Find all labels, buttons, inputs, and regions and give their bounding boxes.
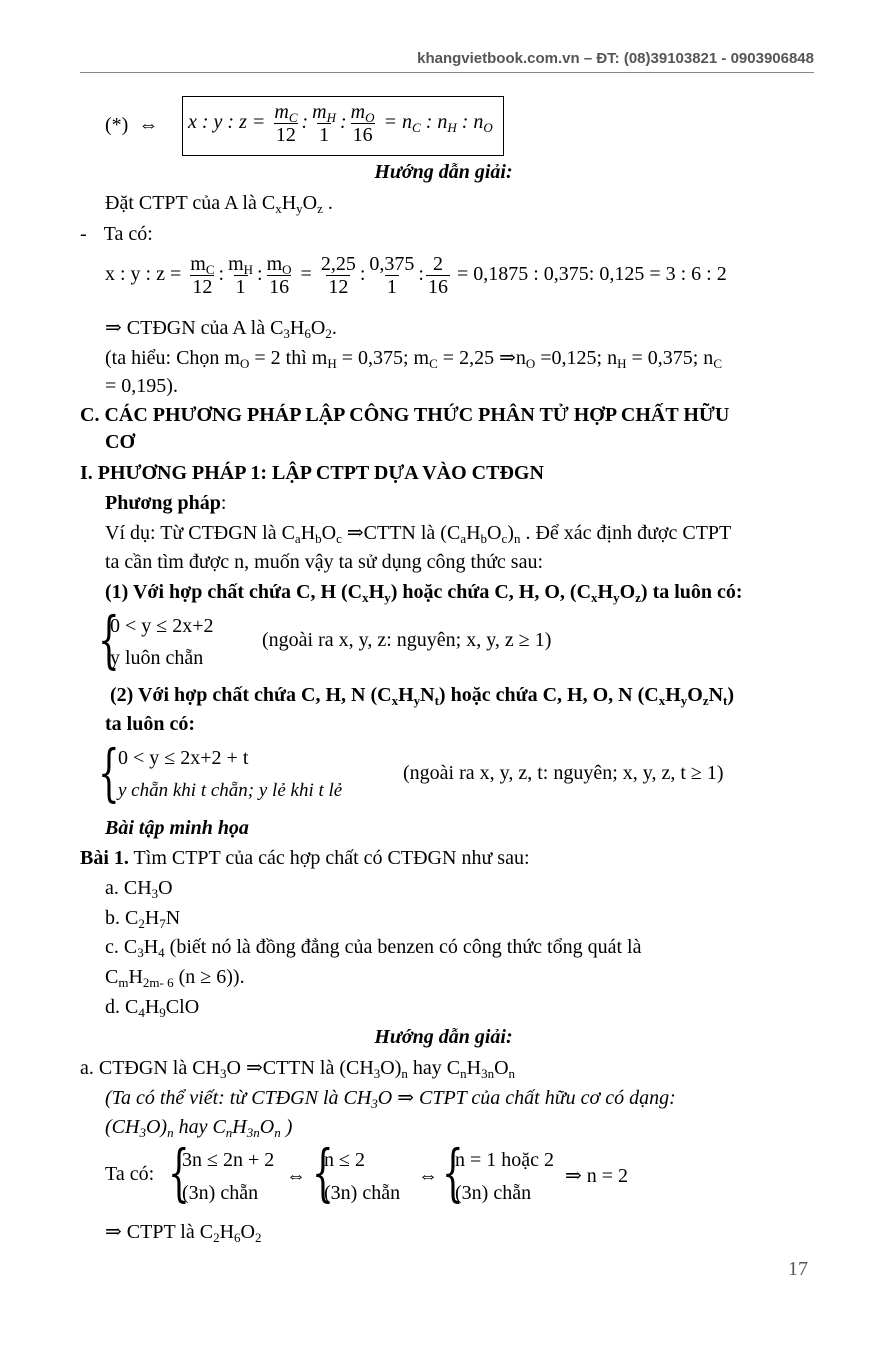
sys3-a1: 3n ≤ 2n + 2 xyxy=(182,1149,275,1171)
section-c-title-cont: CƠ xyxy=(105,431,135,453)
item-b: b. $C_2H_7N$ xyxy=(105,907,181,931)
brace-icon: { xyxy=(312,1136,334,1209)
equiv-arrow: ⇔ xyxy=(418,1165,438,1187)
section-c-title: C. CÁC PHƯƠNG PHÁP LẬP CÔNG THỨC PHÂN TỬ HỢP CHẤT HỮU xyxy=(80,404,730,426)
para-ctpt-a: Đặt CTPT của A là $C_xH_yO_z$ . xyxy=(105,192,333,216)
ratio-equation: x : y : z = $\frac{m_C}{12}$ : $\frac{m_H}{1}$ : $\frac{m_O}{16}$ = $\frac{2,25}{12}$ : $\frac{0,375}{1}$ : $\frac{2}{16}$ = 0,1875 : 0,375: 0,125 = 3 : 6 : 2 xyxy=(105,253,727,298)
rule-2: (2) Với hợp chất chứa C, H, N $(C_xH_yN_t)$ hoặc chứa C, H, O, N $(C_xH_yO_zN_t)$ xyxy=(110,684,735,708)
method-label: Phương pháp: xyxy=(105,492,227,514)
exercises-heading: Bài tập minh họa xyxy=(105,817,249,839)
header-rule xyxy=(80,72,814,73)
section-i-title: I. PHƯƠNG PHÁP 1: LẬP CTPT DỰA VÀO CTĐGN xyxy=(80,462,544,484)
sys3-a2: (3n) chẵn xyxy=(182,1182,259,1204)
brace-icon: { xyxy=(98,736,120,809)
note-line-2: = 0,195). xyxy=(105,375,178,397)
page-header: khangvietbook.com.vn – ĐT: (08)39103821 - 0903906848 xyxy=(417,50,814,67)
boxed-formula: x : y : z = $\frac{m_C}{12}$ : $\frac{m_H}{1}$ : $\frac{m_O}{16}$ = $n_C$ : $n_H$ : $n_O$ xyxy=(188,101,493,146)
system-1-line-1: 0 < y ≤ 2x+2 xyxy=(110,615,214,637)
solution-heading-1: Hướng dẫn giải: xyxy=(374,161,513,183)
brace-icon: { xyxy=(98,603,120,676)
result-ctdgn: ⇒ CTĐGN của A là $C_3H_6O_2$. xyxy=(105,317,337,341)
rule-2-cont: ta luôn có: xyxy=(105,713,195,735)
brace-icon: { xyxy=(442,1136,464,1209)
sys3-b2: (3n) chẵn xyxy=(324,1182,401,1204)
system-1-note: (ngoài ra x, y, z: nguyên; x, y, z ≥ 1) xyxy=(262,629,552,651)
example-line-1: Ví dụ: Từ CTĐGN là $C_aH_bO_c$ ⇒CTTN là $(C_aH_bO_c)_n$ . Để xác định được CTPT xyxy=(105,522,732,546)
solution-a-note-2: $(CH_3O)_n$ hay $C_nH_{3n}O_n$ ) xyxy=(105,1116,293,1140)
sys3-result: ⇒ n = 2 xyxy=(565,1165,629,1187)
system-2-note: (ngoài ra x, y, z, t: nguyên; x, y, z, t ≥ 1) xyxy=(403,762,724,784)
item-a: a. $CH_3O$ xyxy=(105,877,173,901)
equiv-arrow: ⇔ xyxy=(286,1165,306,1187)
solution-heading-2: Hướng dẫn giải: xyxy=(374,1026,513,1048)
system-1-line-2: y luôn chẵn xyxy=(110,647,204,669)
rule-1: (1) Với hợp chất chứa C, H $(C_xH_y)$ hoặc chứa C, H, O, $(C_xH_yO_z)$ ta luôn có: xyxy=(105,581,743,605)
item-c: c. $C_3H_4$ (biết nó là đồng đẳng của benzen có công thức tổng quát là xyxy=(105,936,642,960)
example-line-2: ta cần tìm được n, muốn vậy ta sử dụng công thức sau: xyxy=(105,551,544,573)
solution-a-note-1: (Ta có thể viết: từ CTĐGN là $CH_3O$ ⇒ CTPT của chất hữu cơ có dạng: xyxy=(105,1087,676,1111)
final-ctpt: ⇒ CTPT là $C_2H_6O_2$ xyxy=(105,1221,262,1245)
item-c-cont: $C_mH_{2m- 6}$ (n ≥ 6)). xyxy=(105,966,245,990)
ta-co-label: Ta có: xyxy=(105,1163,155,1185)
brace-icon: { xyxy=(168,1136,190,1209)
system-2-line-2: y chẵn khi t chẵn; y lẻ khi t lẻ xyxy=(118,780,343,801)
note-line-1: (ta hiểu: Chọn $m_O = 2$ thì $m_H = 0,375$; $m_C = 2,25$ $\Rightarrow n_O =0,125$; $n_H = 0,375$; $n_C$ xyxy=(105,347,722,371)
system-2-line-1: 0 < y ≤ 2x+2 + t xyxy=(118,747,249,769)
page-number: 17 xyxy=(788,1258,808,1280)
item-d: d. $C_4H_9ClO$ xyxy=(105,996,200,1020)
bullet-ta-co: - Ta có: xyxy=(80,223,153,245)
star-label: (*) ⇔ xyxy=(105,114,159,136)
exercise-1: Bài 1. Tìm CTPT của các hợp chất có CTĐGN như sau: xyxy=(80,847,530,869)
solution-a: a. CTĐGN là $CH_3O$ ⇒CTTN là $(CH_3O)_n$ hay $C_nH_{3n}O_n$ xyxy=(80,1057,516,1081)
sys3-c1: n = 1 hoặc 2 xyxy=(455,1149,555,1171)
sys3-c2: (3n) chẵn xyxy=(455,1182,532,1204)
sys3-b1: n ≤ 2 xyxy=(324,1149,365,1171)
